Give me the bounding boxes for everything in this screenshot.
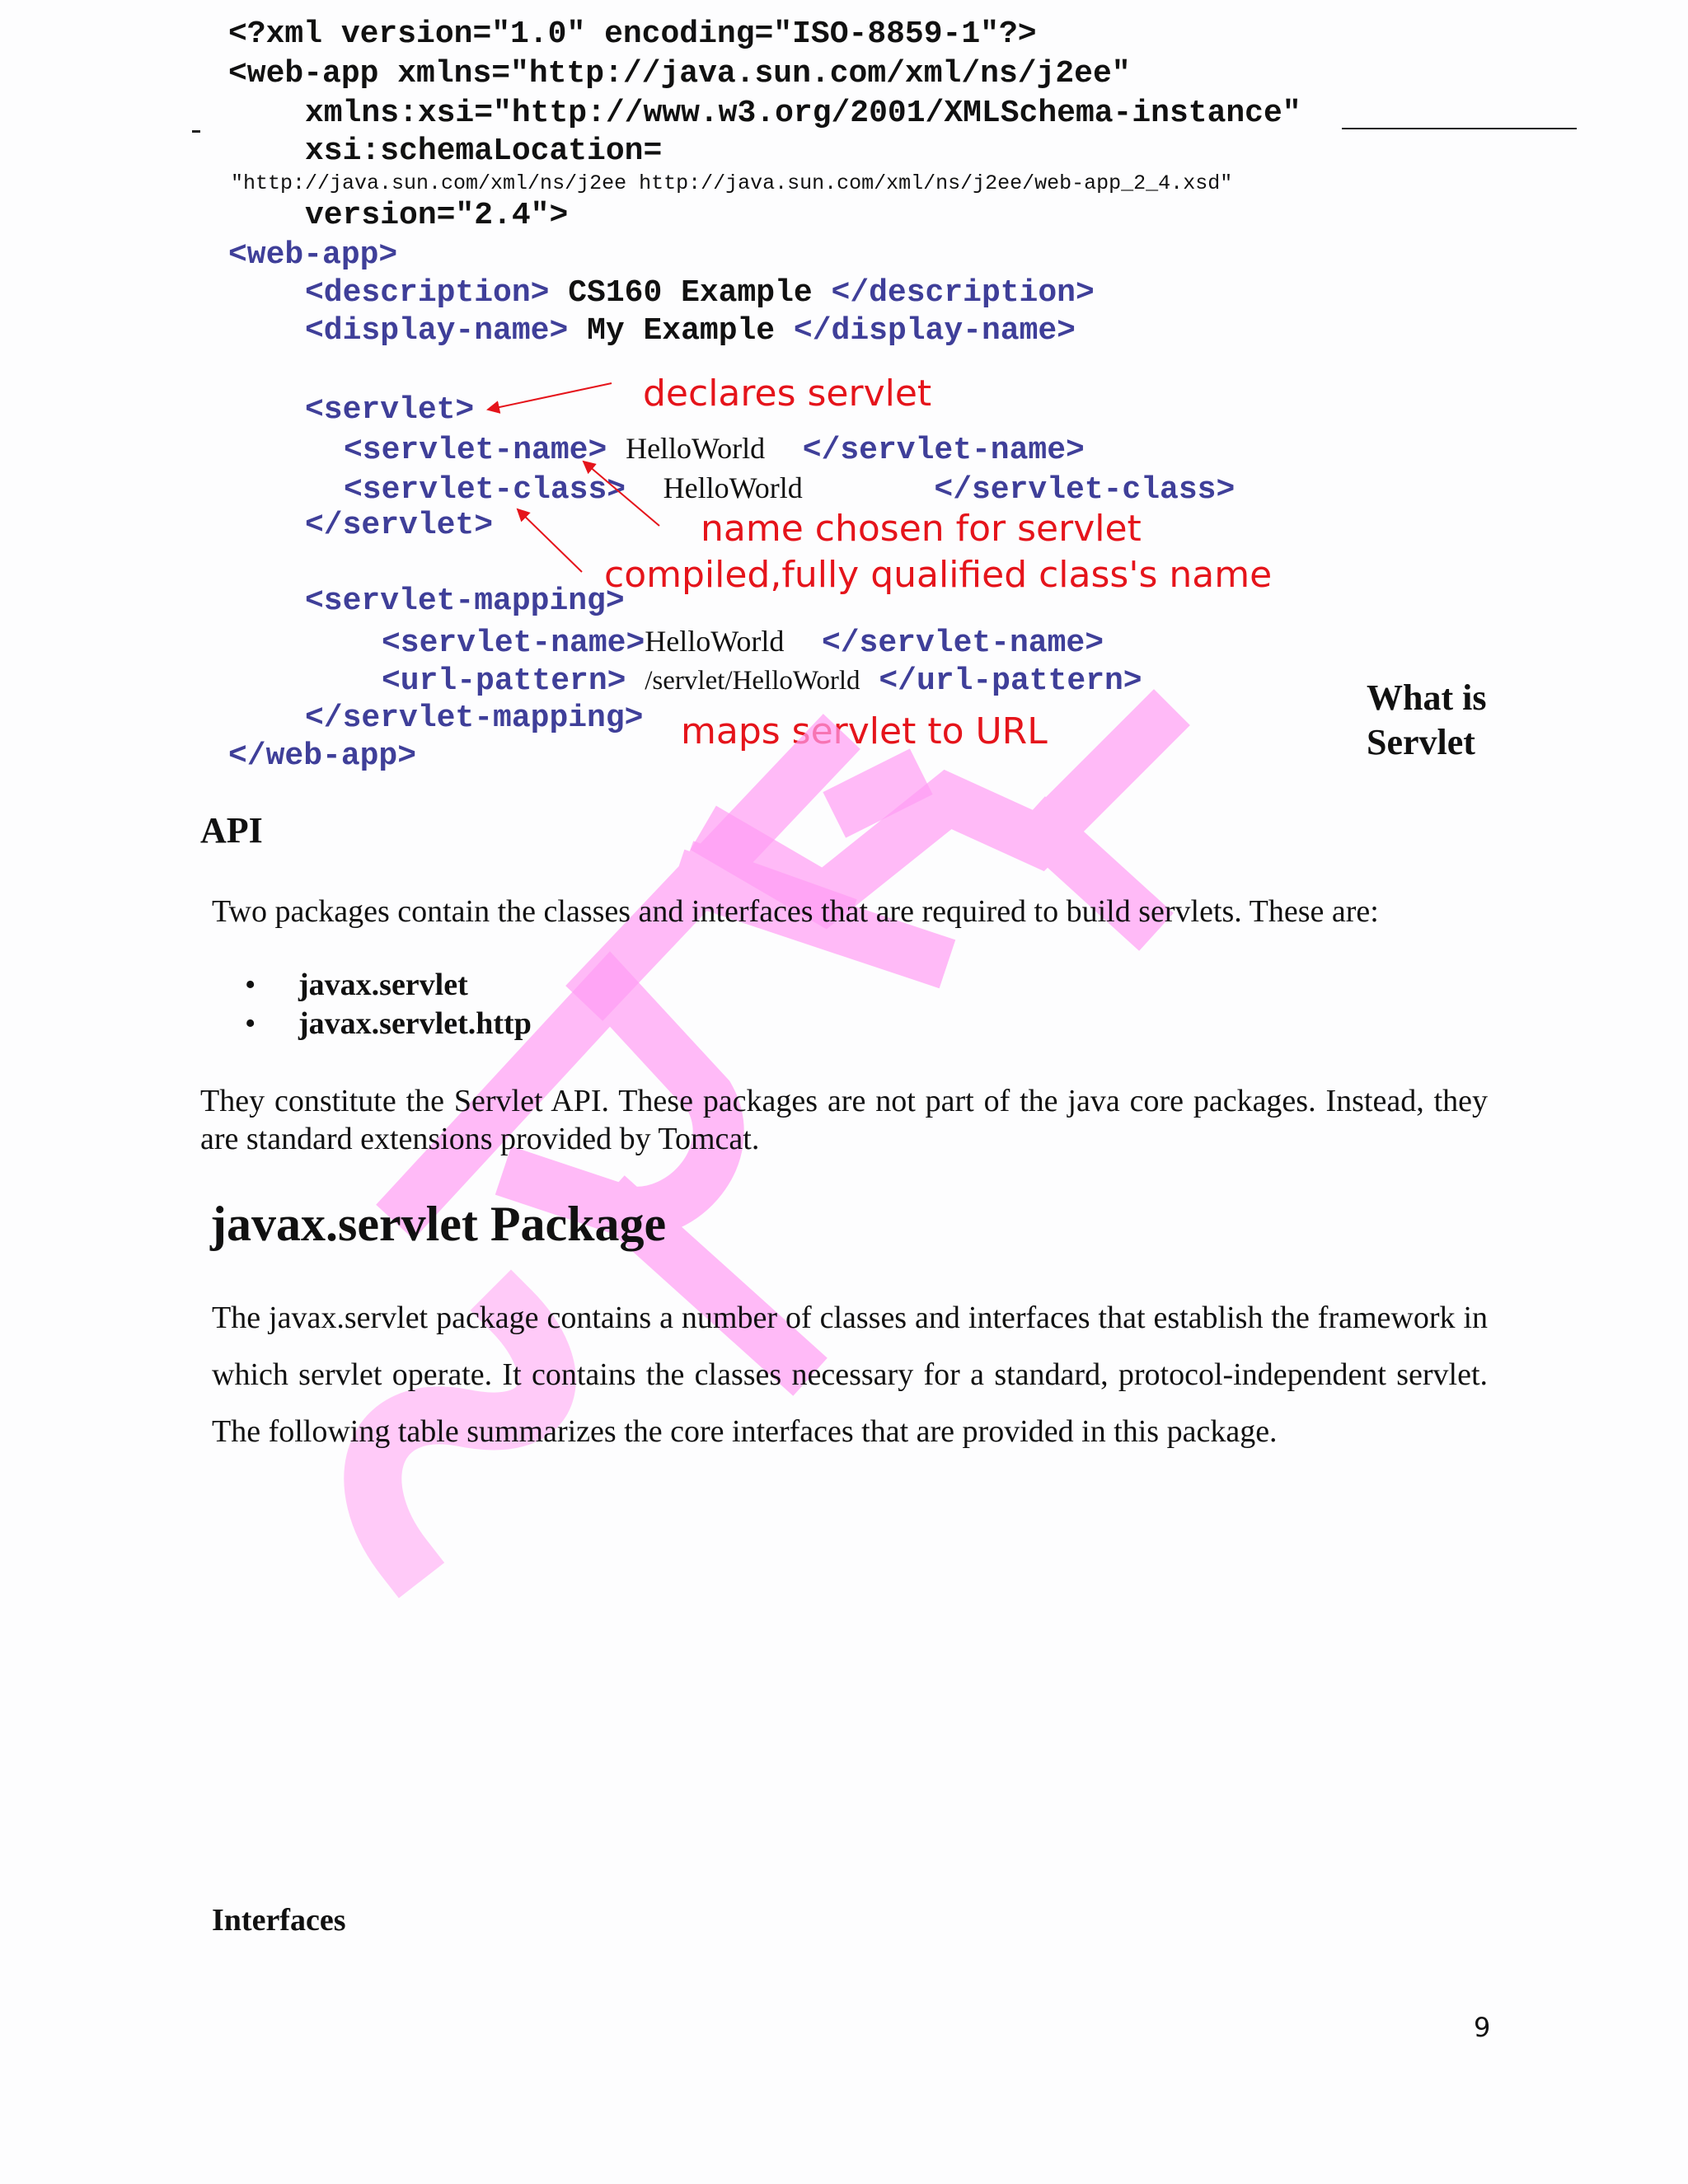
code-line-servlet-mapping-close: </servlet-mapping>	[305, 701, 644, 736]
stray-dash-mark	[192, 130, 200, 133]
blank-rule-line	[1342, 128, 1577, 129]
code-line-servlet-close: </servlet>	[305, 508, 494, 543]
servlet-name-close-tag: </servlet-name>	[802, 433, 1085, 468]
code-line-web-app-tag: <web-app>	[228, 237, 398, 273]
code-line-web-app-open: <web-app xmlns="http://java.sun.com/xml/ns/j2ee"	[228, 56, 1131, 91]
web-xml-code-figure	[0, 0, 1688, 791]
paragraph-two-packages: Two packages contain the classes and interfaces that are required to build servlets. These are:	[212, 894, 1379, 929]
url-pattern-value: /servlet/HelloWorld	[645, 666, 860, 696]
code-line-schema-location: xsi:schemaLocation=	[305, 134, 663, 169]
arrow-to-servlet-class	[518, 509, 582, 572]
code-line-web-app-close: </web-app>	[228, 738, 417, 774]
list-item: • javax.servlet.http	[245, 1005, 532, 1043]
code-line-schema-urls: "http://java.sun.com/xml/ns/j2ee http://java.sun.com/xml/ns/j2ee/web-app_2_4.xsd"	[231, 171, 1233, 195]
heading-api: API	[200, 810, 263, 851]
servlet-name-open-tag: <servlet-name>	[344, 433, 607, 468]
page-number: 9	[1474, 2012, 1491, 2043]
description-close-tag: </description>	[831, 275, 1095, 311]
servlet-class-close-tag: </servlet-class>	[934, 472, 1236, 508]
display-name-close-tag: </display-name>	[793, 313, 1076, 349]
display-name-open-tag: <display-name>	[305, 313, 569, 349]
annotation-name-chosen: name chosen for servlet	[701, 508, 1142, 550]
annotation-maps-servlet: maps servlet to URL	[681, 710, 1048, 752]
label-interfaces: Interfaces	[212, 1903, 346, 1938]
code-line-version: version="2.4">	[305, 198, 569, 233]
code-line-xmlns-xsi: xmlns:xsi="http://www.w3.org/2001/XMLSchema-instance"	[305, 96, 1301, 131]
annotation-arrows	[0, 0, 1688, 791]
annotation-declares-servlet: declares servlet	[643, 373, 932, 415]
package-bullet-list	[245, 966, 532, 1043]
code-line-servlet-mapping-open: <servlet-mapping>	[305, 583, 625, 619]
code-line-servlet-open: <servlet>	[305, 392, 475, 428]
paragraph-servlet-api: They constitute the Servlet API. These packages are not part of the java core packages. Instead, they are standard extensions provided by Tomcat.	[200, 1084, 1488, 1156]
servlet-name-value: HelloWorld	[626, 432, 766, 465]
mapping-servlet-name-value: HelloWorld	[645, 625, 785, 658]
arrow-to-servlet-tag	[488, 383, 612, 410]
servlet-class-value: HelloWorld	[663, 471, 803, 504]
url-pattern-open-tag: <url-pattern>	[382, 663, 626, 699]
heading-javax-servlet-package: javax.servlet Package	[210, 1197, 667, 1251]
mapping-servlet-name-open-tag: <servlet-name>	[382, 626, 645, 661]
code-line-xml-declaration: <?xml version="1.0" encoding="ISO-8859-1"?>	[228, 16, 1037, 52]
display-name-value: My Example	[568, 313, 794, 349]
list-item: • javax.servlet	[245, 966, 532, 1005]
side-heading-what-is-servlet: What is Servlet	[1367, 677, 1487, 762]
description-open-tag: <description>	[305, 275, 550, 311]
description-value: CS160 Example	[549, 275, 832, 311]
paragraph-package-description: The javax.servlet package contains a number of classes and interfaces that establish the framework in which servlet operate. It contains the classes necessary for a standard, protocol-independent servlet. The following table summarizes the core interfaces that are provided in this package.	[212, 1301, 1488, 1449]
arrow-to-servlet-name	[584, 462, 659, 526]
mapping-servlet-name-close-tag: </servlet-name>	[821, 626, 1104, 661]
servlet-class-open-tag: <servlet-class>	[344, 472, 626, 508]
annotation-compiled-class: compiled,fully qualified class's name	[604, 554, 1273, 596]
url-pattern-close-tag: </url-pattern>	[879, 663, 1142, 699]
